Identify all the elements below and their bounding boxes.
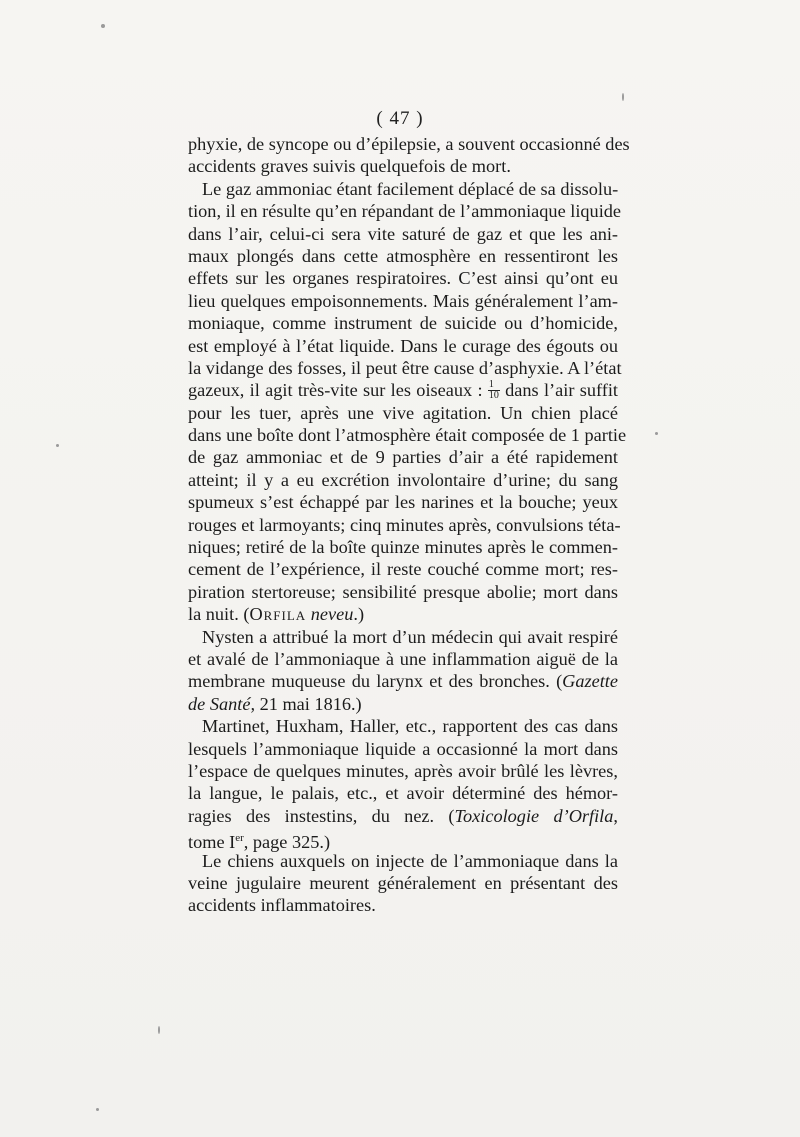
text-span: , page 325.) <box>243 832 331 853</box>
text-line: veine jugulaire meurent généralement en présentant des <box>188 872 618 893</box>
text-span: la nuit. ( <box>188 604 250 625</box>
text-line: Le gaz ammoniac étant facilement déplacé de sa dissolu- <box>202 178 619 199</box>
text-line: la langue, le palais, etc., et avoir déterminé des hémor- <box>188 783 618 804</box>
text-line: est employé à l’état liquide. Dans le curage des égouts ou <box>188 335 618 356</box>
text-line: spumeux s’est échappé par les narines et la bouche; yeux <box>188 492 618 513</box>
paragraph-1 <box>188 133 630 178</box>
book-title: Toxicologie <box>454 805 540 826</box>
paper-speck <box>96 1108 99 1111</box>
text-line: pour les tuer, après une vive agitation. Un chien placé <box>188 402 618 423</box>
text-span: , <box>613 805 618 826</box>
text-line-citation <box>188 670 618 692</box>
italic-text: neveu <box>310 604 354 625</box>
text-line: maux plongés dans cette atmosphère en ressentiront les <box>188 245 618 266</box>
body-text <box>188 133 630 917</box>
text-line: Martinet, Huxham, Haller, etc., rapportent des cas dans <box>202 716 618 737</box>
text-line: lieu quelques empoisonnements. Mais généralement l’am- <box>188 290 618 311</box>
text-line: de gaz ammoniac et de 9 parties d’air a été rapidement <box>188 447 618 468</box>
citation-date: 21 mai 1816.) <box>259 693 362 714</box>
text-line: piration stertoreuse; sensibilité presque abolie; mort dans <box>188 581 618 602</box>
fraction-denominator: 10 <box>488 389 499 401</box>
paragraph-4 <box>188 715 618 853</box>
text-line: moniaque, comme instrument de suicide ou d’homicide, <box>188 313 618 334</box>
text-line: rouges et larmoyants; cinq minutes après, convulsions téta- <box>188 514 621 535</box>
text-line: phyxie, de syncope ou d’épilepsie, a souvent occasionné des <box>188 134 630 154</box>
paragraph-2 <box>188 178 627 626</box>
text-line: Le chiens auxquels on injecte de l’ammoniaque dans la <box>202 850 618 871</box>
book-title: d’Orfila <box>553 805 614 826</box>
paper-speck <box>158 1026 160 1034</box>
text-line: l’espace de quelques minutes, après avoir brûlé les lèvres, <box>188 760 618 781</box>
text-line: effets sur les organes respiratoires. C’est ainsi qu’ont eu <box>188 268 618 289</box>
text-span: ragies des instestins, du nez. ( <box>188 805 455 826</box>
text-line-citation <box>188 805 618 827</box>
text-line-citation <box>188 693 618 715</box>
text-line: accidents inflammatoires. <box>188 895 376 916</box>
text-line: niques; retiré de la boîte quinze minutes après le commen- <box>188 537 618 558</box>
text-line-citation <box>188 827 618 853</box>
text-span: tome I <box>188 832 236 853</box>
paper-speck <box>655 432 658 435</box>
superscript: er <box>235 832 244 845</box>
text-line: Nysten a attribué la mort d’un médecin qui avait respiré <box>202 626 618 647</box>
text-line: cement de l’expérience, il reste couché comme mort; res- <box>188 559 618 580</box>
text-line: tion, il en résulte qu’en répandant de l’ammoniaque liquide <box>188 201 622 222</box>
text-line-fraction <box>188 379 618 401</box>
text-line: dans l’air, celui-ci sera vite saturé de gaz et que les ani- <box>188 223 618 244</box>
text-span: membrane muqueuse du larynx et des bronches. <box>188 671 550 692</box>
text-line: lesquels l’ammoniaque liquide a occasionné la mort dans <box>188 738 618 759</box>
journal-title: Gazette <box>562 671 618 692</box>
text-line: accidents graves suivis quelquefois de mort. <box>188 156 511 177</box>
journal-title: de Santé, <box>188 693 256 714</box>
text-span: gazeux, il agit très-vite sur les oiseaux : <box>188 380 483 401</box>
paragraph-3 <box>188 626 618 716</box>
fraction-numerator: 1 <box>488 380 500 391</box>
paper-speck <box>56 444 59 447</box>
text-line: dans une boîte dont l’atmosphère était composée de 1 partie <box>188 425 627 446</box>
text-line: la vidange des fosses, il peut être cause d’asphyxie. A l’état <box>188 357 622 378</box>
paper-speck <box>101 24 105 28</box>
author-name: Orfila <box>249 604 307 625</box>
text-span: dans l’air suffit <box>505 380 618 401</box>
text-line-citation <box>188 603 618 625</box>
paper-speck <box>622 93 624 101</box>
text-span: .) <box>353 604 365 625</box>
text-line: atteint; il y a eu excrétion involontaire d’urine; du sang <box>188 469 618 490</box>
fraction <box>488 380 500 401</box>
paragraph-5 <box>188 850 618 917</box>
text-span: ( <box>556 671 563 692</box>
page-number: ( 47 ) <box>376 108 424 129</box>
text-line: et avalé de l’ammoniaque à une inflammation aiguë de la <box>188 648 618 669</box>
